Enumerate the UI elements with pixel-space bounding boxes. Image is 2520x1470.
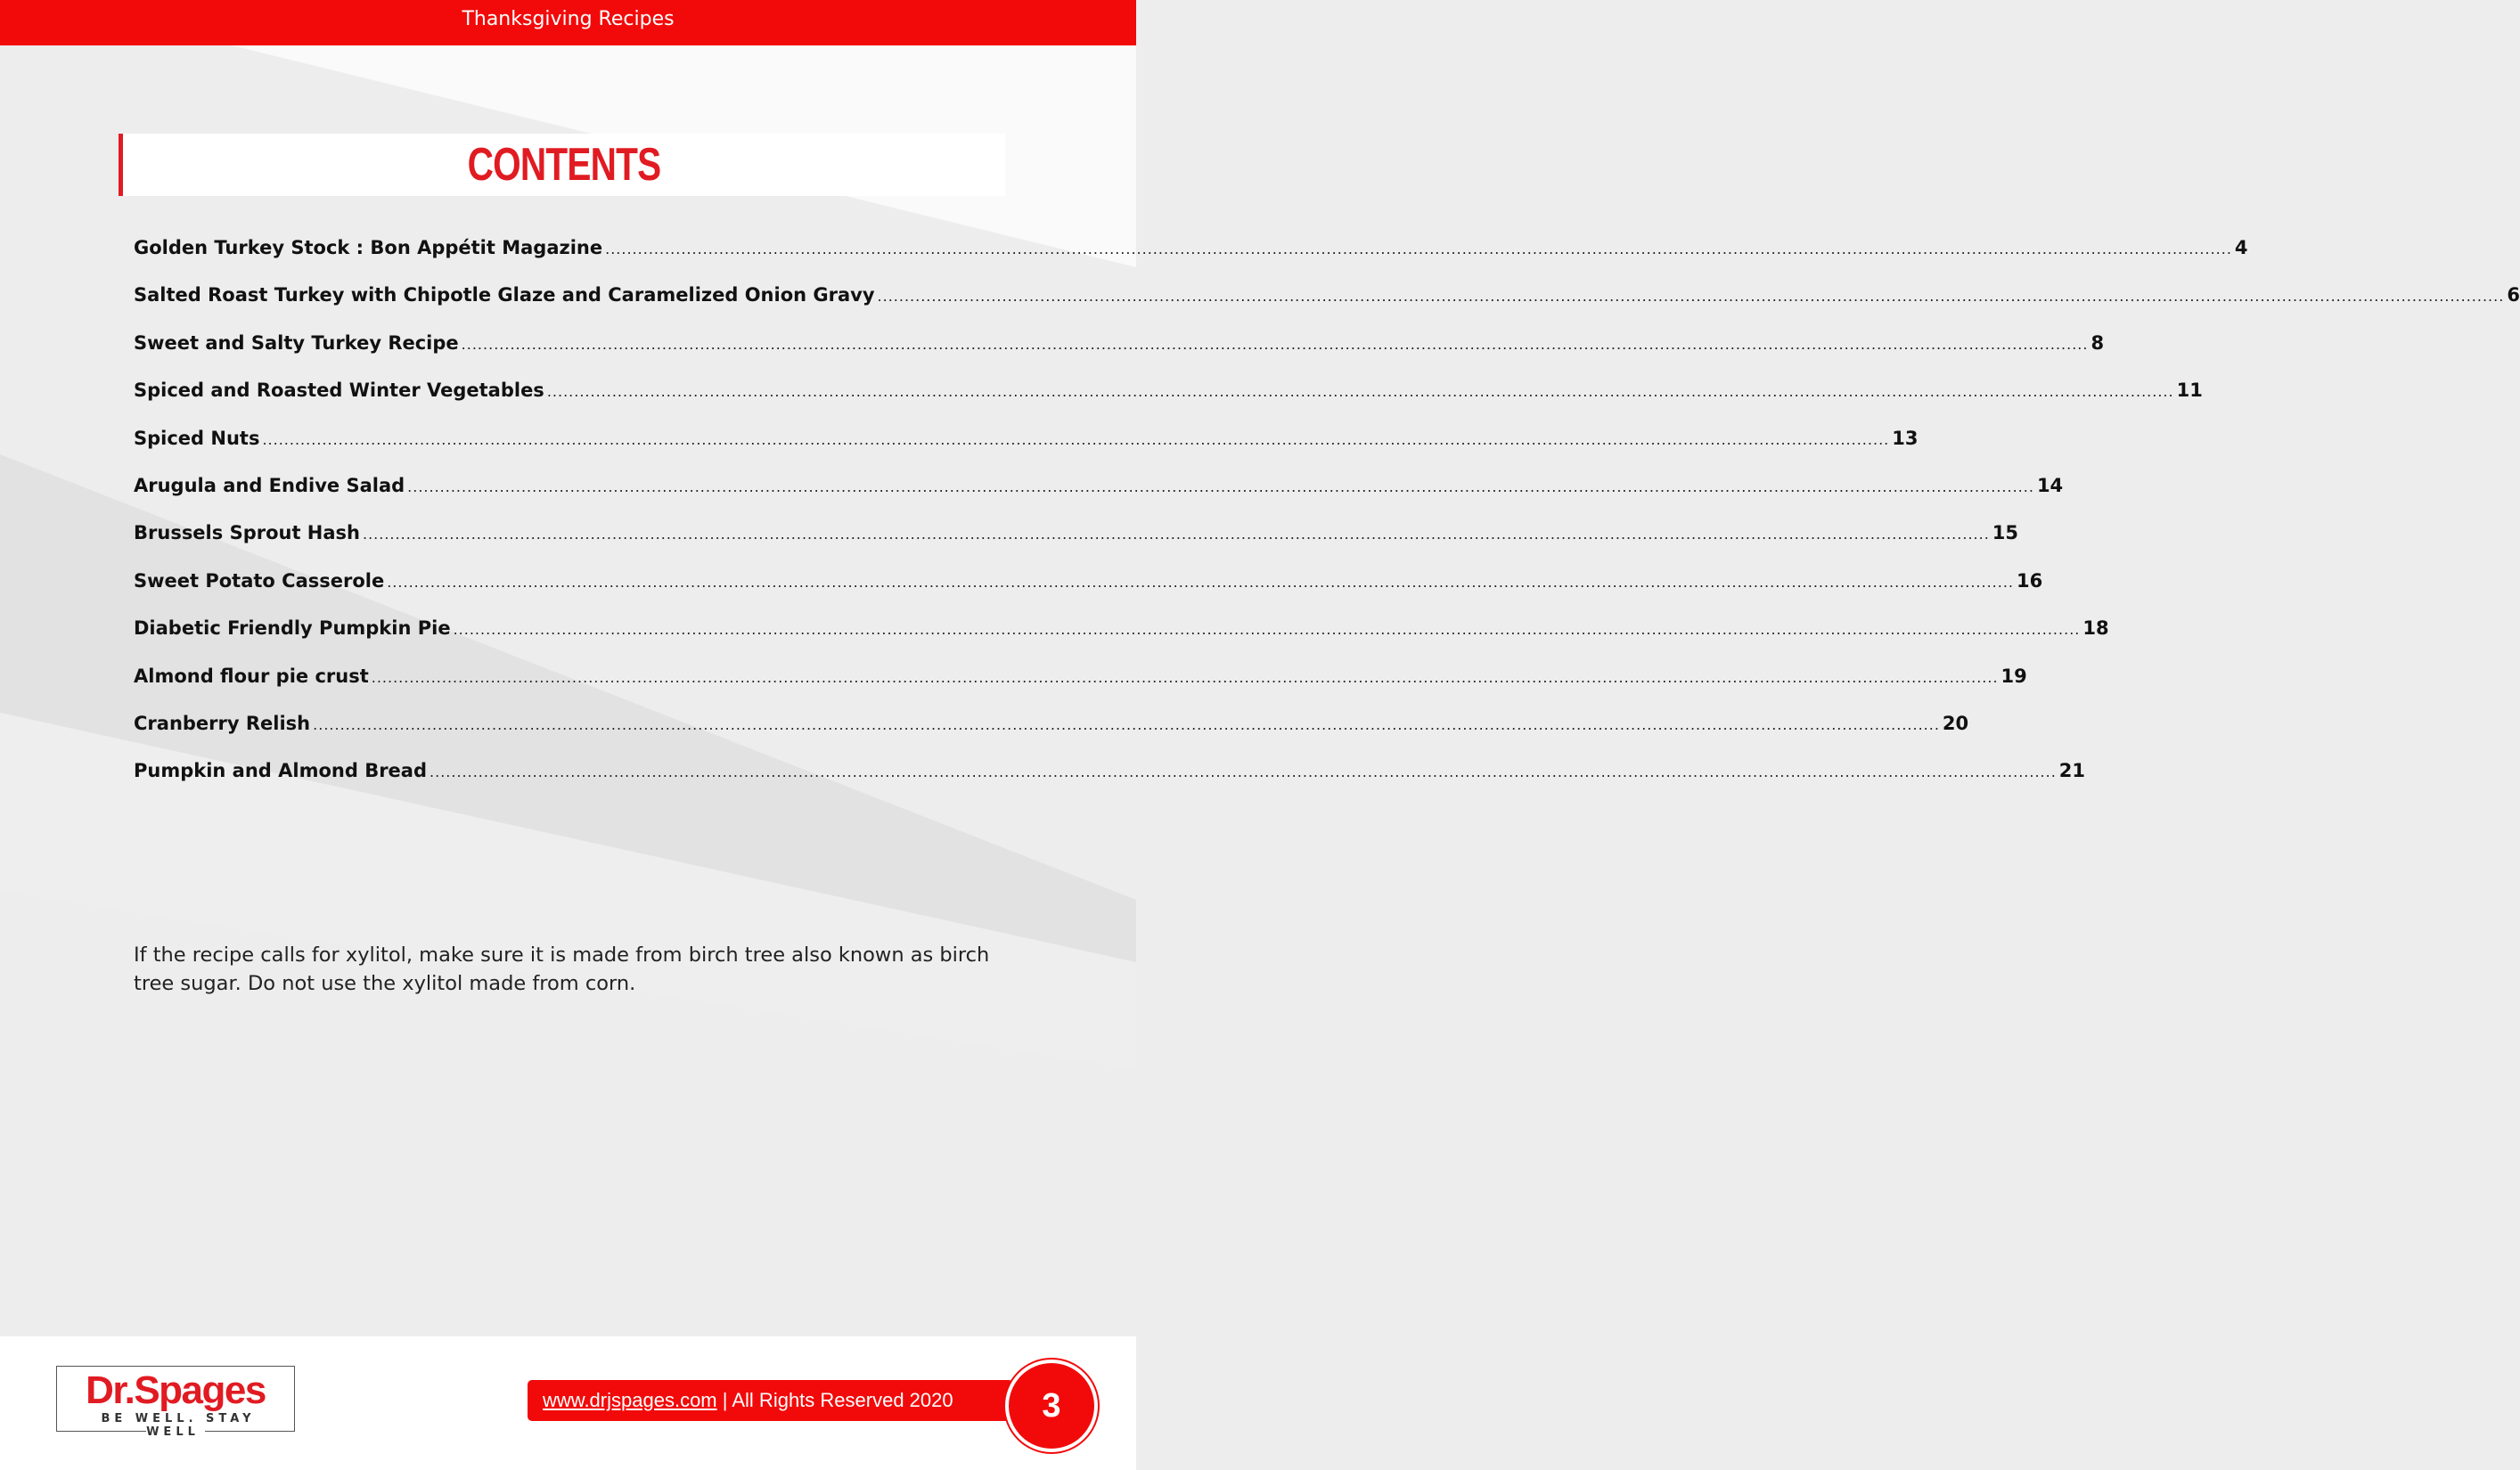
toc-entry-page: 13 (1892, 427, 1919, 449)
toc-entry-title: Arugula and Endive Salad (134, 474, 405, 496)
toc-entry[interactable] (134, 665, 2027, 713)
toc-entry-title: Salted Roast Turkey with Chipotle Glaze and Caramelized Onion Gravy (134, 284, 875, 306)
toc-dot-leader: ............................................................................................................................................................................................................................................................................................................ (363, 526, 1990, 543)
toc-entry[interactable] (134, 331, 2105, 380)
toc-entry-title: Sweet Potato Casserole (134, 569, 385, 592)
toc-entry[interactable] (134, 522, 2019, 569)
toc-entry-page: 14 (2036, 474, 2064, 496)
toc-entry-title: Spiced and Roasted Winter Vegetables (134, 380, 544, 402)
toc-entry[interactable] (134, 569, 2043, 617)
drspages-logo (56, 1366, 295, 1439)
page-number: 3 (1042, 1387, 1061, 1425)
website-link[interactable]: www.drjspages.com (543, 1389, 717, 1411)
contents-heading-box (119, 134, 1005, 196)
logo-tagline: BE WELL. STAY WELL (95, 1412, 255, 1439)
toc-entry[interactable] (134, 427, 1919, 475)
contents-heading: CONTENTS (467, 139, 661, 191)
toc-entry-title: Almond flour pie crust (134, 665, 369, 687)
toc-entry-title: Pumpkin and Almond Bread (134, 760, 428, 782)
toc-entry[interactable] (134, 237, 2248, 284)
toc-dot-leader: ............................................................................................................................................................................................................................................................................................................ (605, 241, 2232, 257)
toc-entry-page: 8 (2090, 331, 2105, 354)
toc-dot-leader: ............................................................................................................................................................................................................................................................................................................ (407, 478, 2034, 495)
toc-entry-page: 20 (1942, 712, 1969, 734)
footer-bar (528, 1380, 1013, 1421)
toc-entry-page: 16 (2017, 569, 2043, 592)
toc-entry-page: 18 (2082, 617, 2109, 640)
toc-dot-leader: ............................................................................................................................................................................................................................................................................................................ (262, 430, 1890, 448)
toc-entry[interactable] (134, 284, 2520, 331)
toc-entry[interactable] (134, 712, 1969, 760)
toc-entry[interactable] (134, 617, 2109, 665)
toc-dot-leader: ............................................................................................................................................................................................................................................................................................................ (546, 383, 2174, 401)
toc-entry-page: 11 (2176, 380, 2203, 402)
toc-dot-leader: ............................................................................................................................................................................................................................................................................................................ (430, 764, 2057, 781)
toc-dot-leader: ............................................................................................................................................................................................................................................................................................................ (877, 288, 2505, 306)
toc-dot-leader: ............................................................................................................................................................................................................................................................................................................ (371, 668, 1999, 686)
toc-entry-page: 15 (1992, 522, 2019, 544)
toc-entry-title: Diabetic Friendly Pumpkin Pie (134, 617, 451, 640)
toc-entry-title: Sweet and Salty Turkey Recipe (134, 331, 459, 354)
logo-name: Dr.Spages (86, 1368, 266, 1412)
toc-dot-leader: ............................................................................................................................................................................................................................................................................................................ (453, 621, 2081, 639)
toc-entry-title: Cranberry Relish (134, 712, 311, 734)
toc-entry-page: 19 (2000, 665, 2027, 687)
toc-entry[interactable] (134, 474, 2064, 522)
toc-dot-leader: ............................................................................................................................................................................................................................................................................................................ (387, 573, 2014, 591)
rights-text: | All Rights Reserved 2020 (716, 1389, 953, 1411)
toc-dot-leader: ............................................................................................................................................................................................................................................................................................................ (461, 335, 2089, 353)
toc-entry-page: 4 (2234, 237, 2248, 258)
table-of-contents (134, 237, 2520, 808)
xylitol-note: If the recipe calls for xylitol, make sure it is made from birch tree also known as birch tree sugar. Do not use the xylitol made from corn. (134, 943, 990, 995)
header-title: Thanksgiving Recipes (462, 8, 675, 30)
toc-entry-title: Golden Turkey Stock : Bon Appétit Magazine (134, 237, 603, 258)
toc-entry-title: Spiced Nuts (134, 427, 260, 449)
page-header (0, 0, 1136, 45)
page-number-badge (1005, 1360, 1098, 1452)
logo-tagline-wrap (66, 1412, 285, 1439)
toc-entry[interactable] (134, 380, 2203, 427)
toc-entry[interactable] (134, 760, 2086, 807)
toc-entry-title: Brussels Sprout Hash (134, 522, 360, 544)
toc-dot-leader: ............................................................................................................................................................................................................................................................................................................ (313, 715, 1940, 733)
toc-entry-page: 6 (2507, 284, 2520, 306)
toc-entry-page: 21 (2058, 760, 2086, 782)
